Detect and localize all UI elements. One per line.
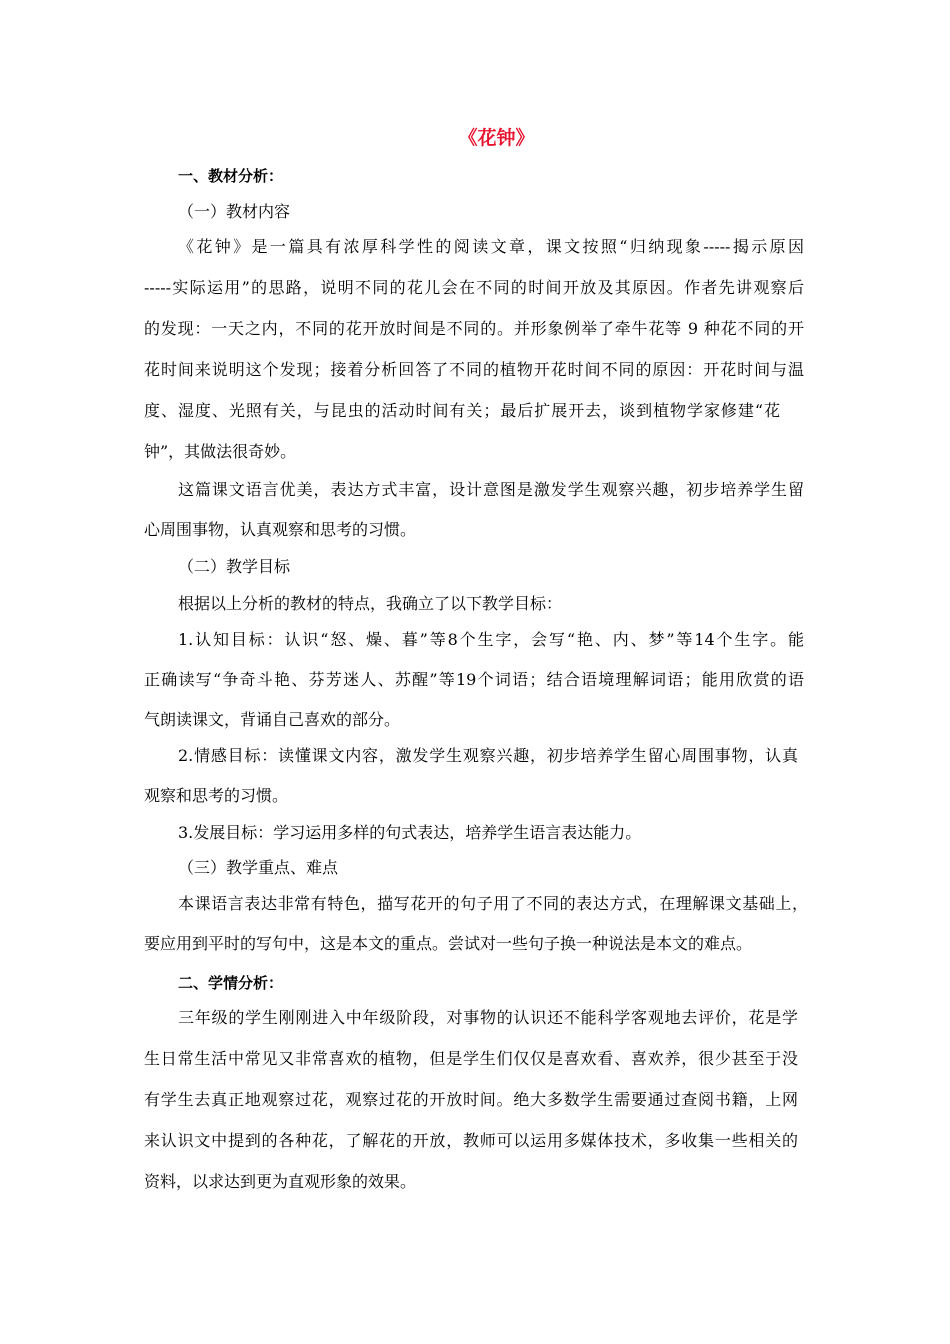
paragraph-line: 有学生去真正地观察过花，观察过花的开放时间。绝大多数学生需要通过查阅书籍，上网 [144, 1090, 798, 1109]
paragraph-line: 3.发展目标：学习运用多样的句式表达，培养学生语言表达能力。 [178, 823, 642, 842]
paragraph-line: -----实际运用”的思路，说明不同的花儿会在不同的时间开放及其原因。作者先讲观察后 [144, 278, 804, 297]
paragraph-line: 度、湿度、光照有关，与昆虫的活动时间有关；最后扩展开去，谈到植物学家修建“花 [144, 401, 780, 420]
paragraph-line: 气朗读课文，背诵自己喜欢的部分。 [144, 710, 401, 729]
paragraph-line: 生日常生活中常见又非常喜欢的植物，但是学生们仅仅是喜欢看、喜欢养，很少甚至于没 [144, 1049, 798, 1068]
paragraph-line: 来认识文中提到的各种花，了解花的开放，教师可以运用多媒体技术，多收集一些相关的 [144, 1131, 798, 1150]
paragraph-line: 根据以上分析的教材的特点，我确立了以下教学目标： [178, 594, 563, 613]
section-heading: 一、教材分析： [178, 167, 284, 185]
paragraph-line: 资料，以求达到更为直观形象的效果。 [144, 1172, 417, 1191]
paragraph-line: 正确读写“争奇斗艳、芬芳迷人、苏醒”等19个词语；结合语境理解词语；能用欣赏的语 [144, 670, 804, 689]
paragraph-line: 这篇课文语言优美，表达方式丰富，设计意图是激发学生观察兴趣，初步培养学生留 [178, 480, 804, 499]
paragraph-line: 心周围事物，认真观察和思考的习惯。 [144, 520, 417, 539]
document-title: 《花钟》 [458, 127, 535, 149]
subsection-label: （二）教学目标 [178, 557, 291, 576]
paragraph-line: 三年级的学生刚刚进入中年级阶段，对事物的认识还不能科学客观地去评价，花是学 [178, 1008, 798, 1027]
subsection-label: （一）教材内容 [178, 202, 291, 221]
paragraph-line: 的发现：一天之内，不同的花开放时间是不同的。并形象例举了牵牛花等 9 种花不同的开 [144, 319, 804, 338]
section-heading: 二、学情分析： [178, 974, 284, 992]
paragraph-line: 1.认知目标：认识“怒、燥、暮”等8个生字，会写“艳、内、梦”等14个生字。能 [178, 630, 804, 649]
paragraph-line: 本课语言表达非常有特色，描写花开的句子用了不同的表达方式，在理解课文基础上， [178, 894, 808, 913]
paragraph-line: 钟”，其做法很奇妙。 [144, 442, 297, 461]
paragraph-line: 《花钟》是一篇具有浓厚科学性的阅读文章，课文按照“归纳现象-----揭示原因 [178, 237, 804, 256]
subsection-label: （三）教学重点、难点 [178, 858, 339, 877]
paragraph-line: 要应用到平时的写句中，这是本文的重点。尝试对一些句子换一种说法是本文的难点。 [144, 934, 753, 953]
paragraph-line: 观察和思考的习惯。 [144, 786, 289, 805]
paragraph-line: 2.情感目标：读懂课文内容，激发学生观察兴趣，初步培养学生留心周围事物，认真 [178, 746, 798, 765]
paragraph-line: 花时间来说明这个发现；接着分析回答了不同的植物开花时间不同的原因：开花时间与温 [144, 360, 804, 379]
